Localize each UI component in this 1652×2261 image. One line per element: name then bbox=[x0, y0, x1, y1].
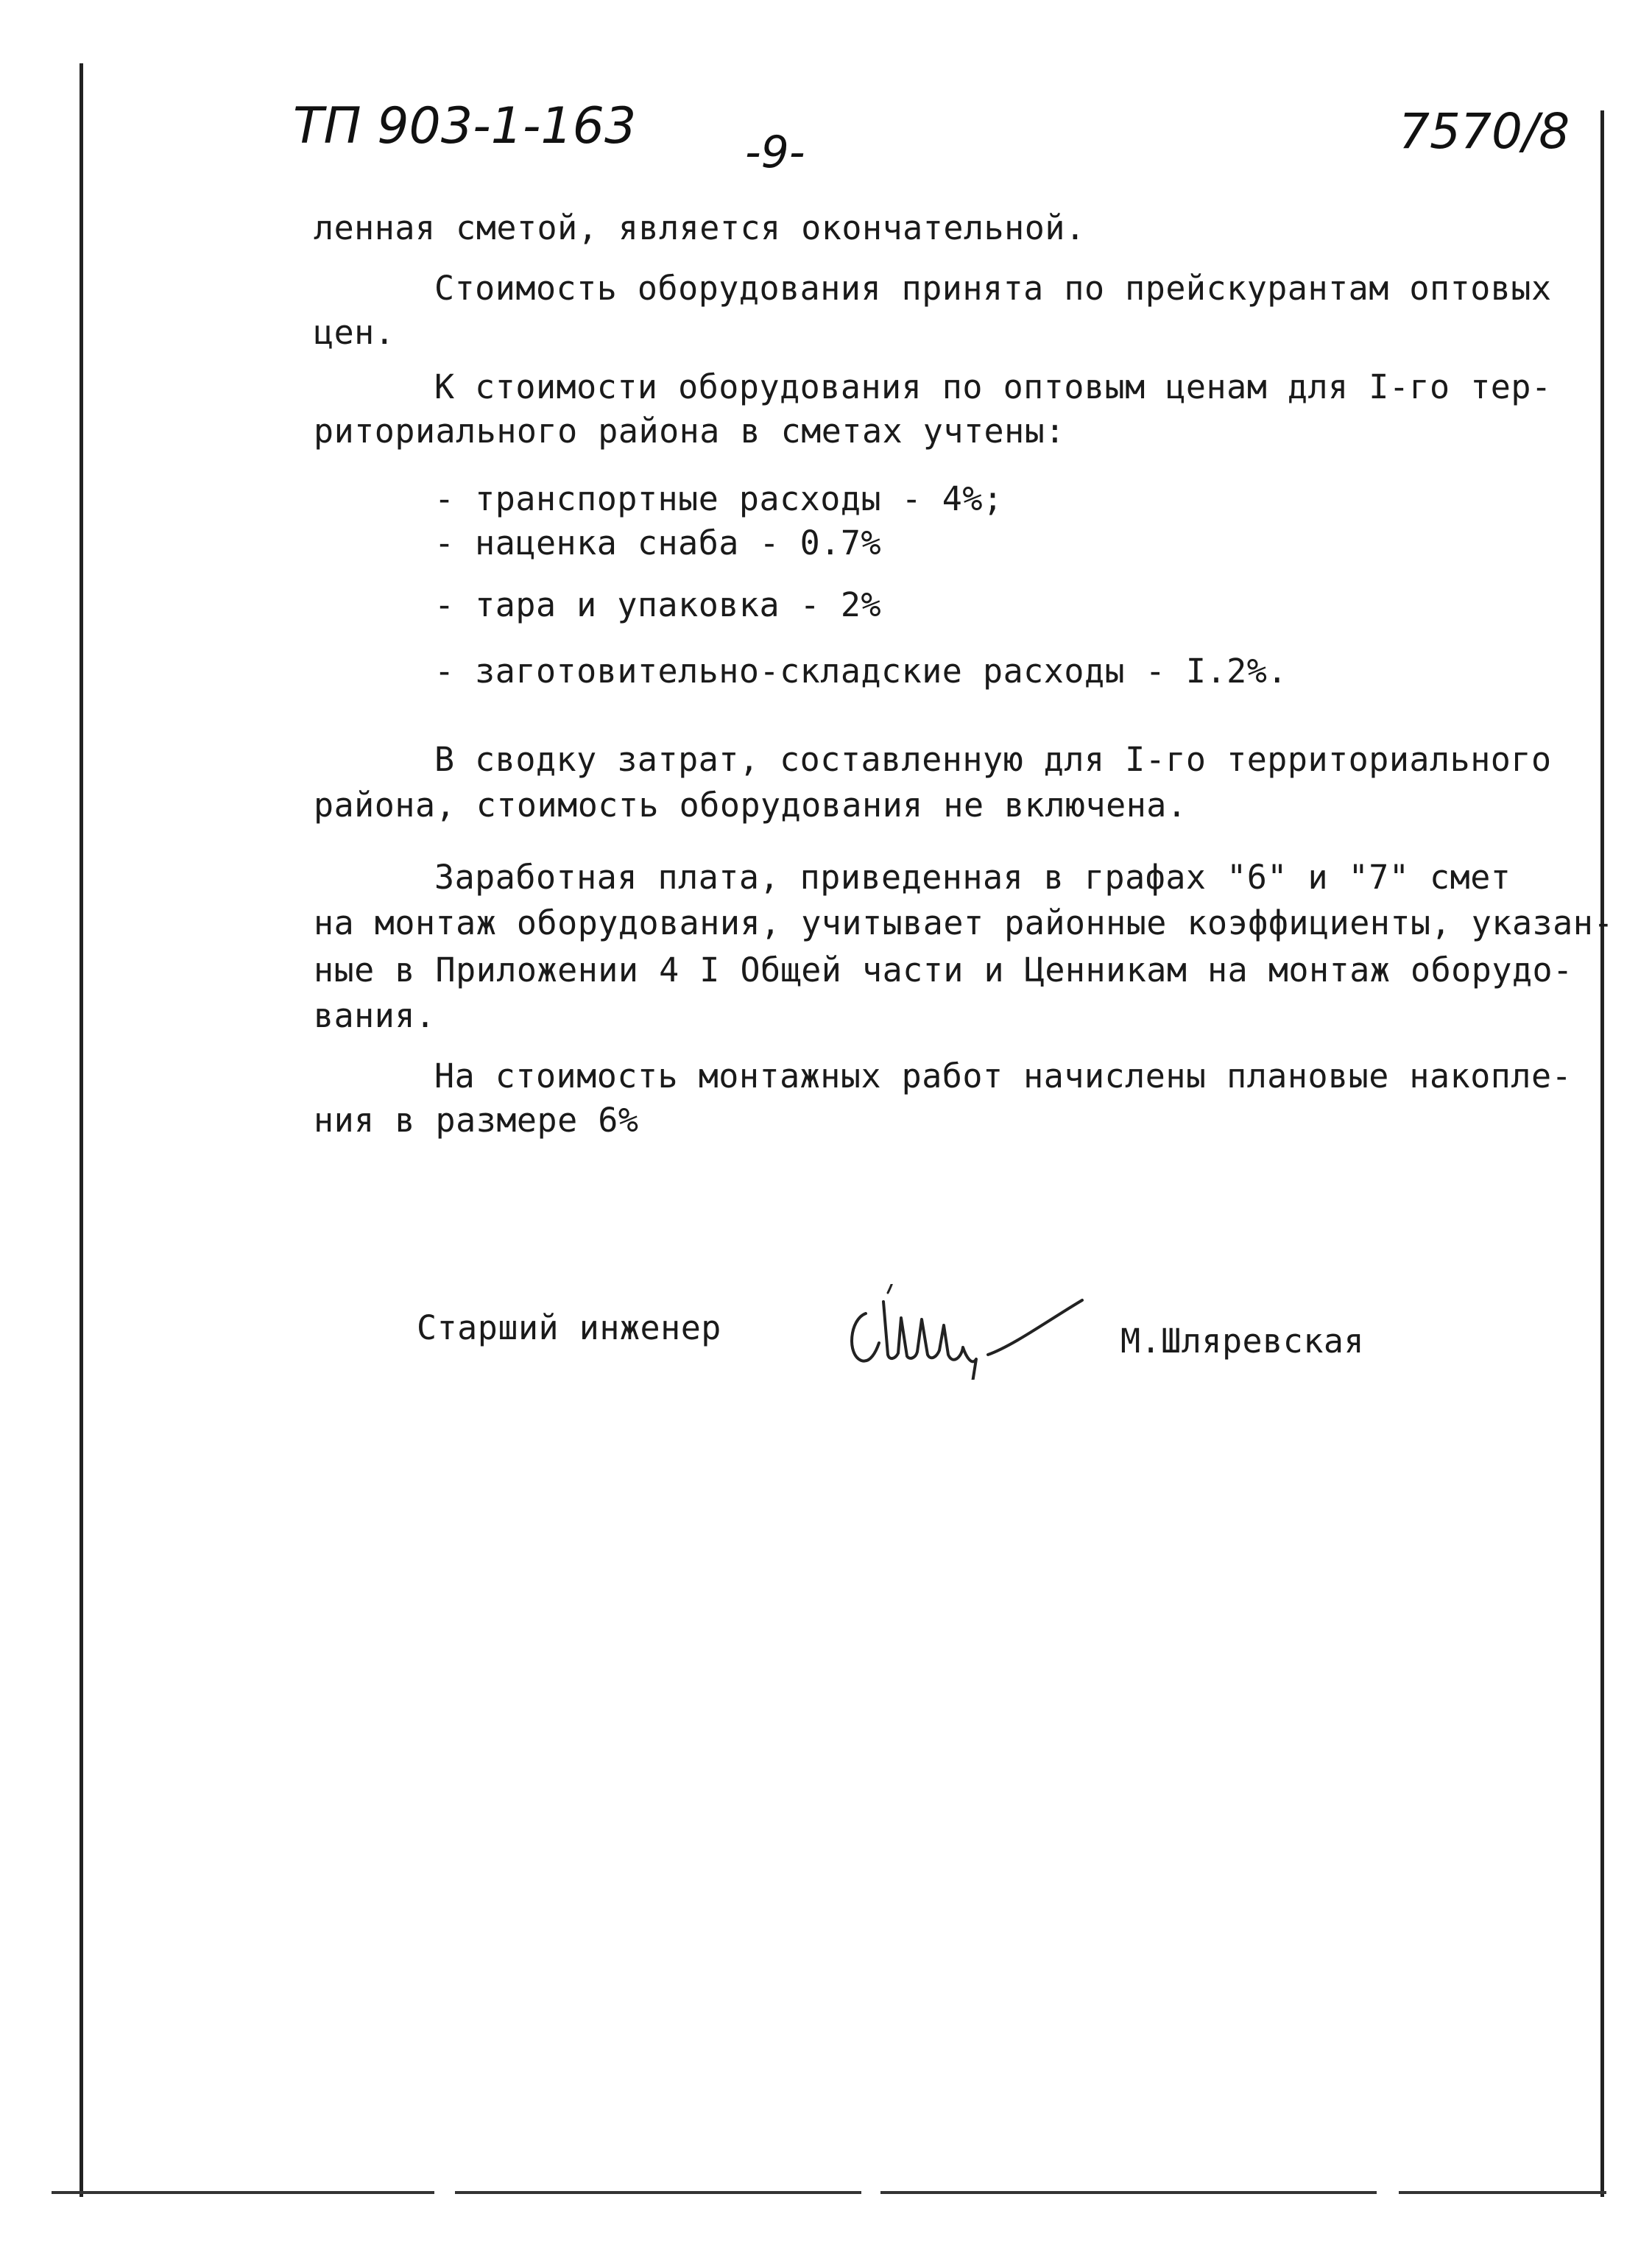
body-line: ленная сметой, является окончательной. bbox=[314, 208, 1086, 247]
list-item: - наценка снаба - 0.7% bbox=[434, 523, 882, 562]
body-line: Заработная плата, приведенная в графах "6" и "7" смет bbox=[434, 858, 1511, 897]
body-line: на монтаж оборудования, учитывает районные коэффициенты, указан- bbox=[314, 903, 1614, 942]
body-line: На стоимость монтажных работ начислены плановые накопле- bbox=[434, 1057, 1572, 1096]
body-line: района, стоимость оборудования не включена. bbox=[314, 786, 1187, 825]
list-item: - транспортные расходы - 4%; bbox=[434, 479, 1003, 518]
list-item: - тара и упаковка - 2% bbox=[434, 585, 882, 624]
list-item: - заготовительно-складские расходы - I.2%. bbox=[434, 652, 1288, 691]
handwritten-signature bbox=[836, 1284, 1116, 1380]
signatory-position: Старший инженер bbox=[417, 1308, 721, 1347]
body-line: Стоимость оборудования принята по прейскурантам оптовых bbox=[434, 269, 1552, 308]
body-line: ные в Приложении 4 I Общей части и Ценникам на монтаж оборудо- bbox=[314, 950, 1573, 990]
sheet-code: 7570/8 bbox=[1399, 103, 1570, 160]
body-line: цен. bbox=[314, 313, 395, 352]
document-code: ТП 903-1-163 bbox=[293, 97, 637, 155]
signatory-name: М.Шляревская bbox=[1120, 1322, 1365, 1361]
body-line: В сводку затрат, составленную для I-го территориального bbox=[434, 740, 1552, 779]
page-frame-right bbox=[1600, 110, 1604, 2197]
page-number: -9- bbox=[745, 127, 805, 178]
page-frame-left bbox=[80, 63, 83, 2197]
body-line: вания. bbox=[314, 996, 436, 1035]
page-frame-bottom bbox=[52, 2191, 1606, 2194]
body-line: риториального района в сметах учтены: bbox=[314, 412, 1065, 451]
body-line: К стоимости оборудования по оптовым ценам для I-го тер- bbox=[434, 367, 1552, 406]
body-line: ния в размере 6% bbox=[314, 1101, 639, 1140]
